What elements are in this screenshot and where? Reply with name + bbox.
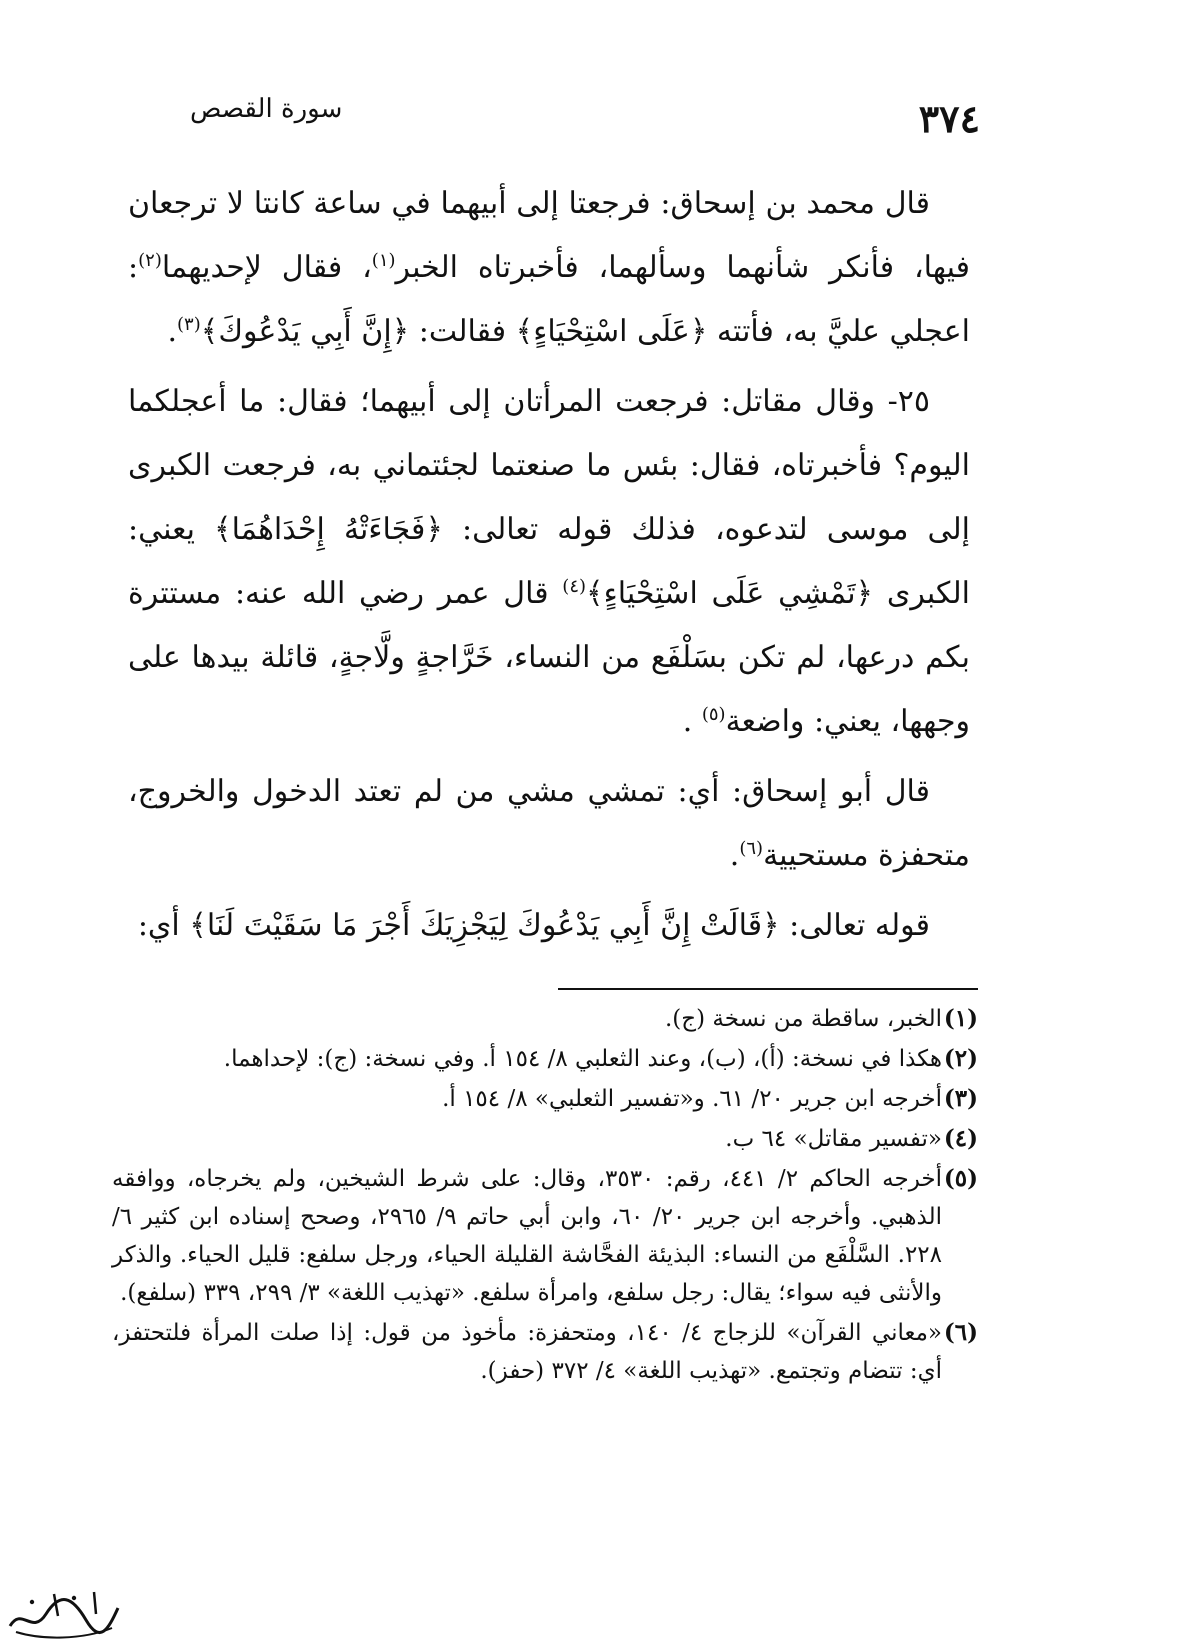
text-run: : اعجلي عليَّ به، فأتته ﴿عَلَى اسْتِحْيَاءٍ﴾ فقالت: ﴿إِنَّ أَبِي يَدْعُوكَ﴾ xyxy=(128,250,970,349)
text-run: . xyxy=(167,314,177,349)
footnote-ref: (٣) xyxy=(177,314,201,335)
library-logo-icon xyxy=(2,1586,124,1646)
text-run: قال عمر رضي الله عنه: مستترة بكم درعها، لم تكن بسَلْفَع من النساء، خَرَّاجةٍ ولَّاجةٍ، قائلة بيدها على وجهها، يعني: واضعة xyxy=(128,576,970,739)
footnote-text: «معاني القرآن» للزجاج ٤/ ١٤٠، ومتحفزة: مأخوذ من قول: إذا صلت المرأة فلتحتفز، أي: تتضام وتجتمع. «تهذيب اللغة» ٤/ ٣٧٢ (حفز). xyxy=(112,1320,943,1384)
text-run: . xyxy=(729,838,740,873)
footnote-text: هكذا في نسخة: (أ)، (ب)، وعند الثعلبي ٨/ ١٥٤ أ. وفي نسخة: (ج): لإحداهما. xyxy=(223,1046,942,1072)
footnote-number: (٢) xyxy=(943,1045,978,1072)
footnote-ref: (٦) xyxy=(739,838,764,859)
footnote-number: (٣) xyxy=(943,1085,978,1112)
footnote-item xyxy=(112,1120,978,1158)
footnote-item xyxy=(112,1040,978,1078)
footnote-item xyxy=(112,1080,978,1118)
main-body xyxy=(128,172,970,964)
text-run: قال محمد بن إسحاق: فرجعتا إلى أبيهما في ساعة كانتا لا ترجعان فيها، فأنكر شأنهما وسألهما، فأخبرتاه الخبر xyxy=(128,186,970,285)
text-run: قال أبو إسحاق: أي: تمشي مشي من لم تعتد الدخول والخروج، متحفزة مستحيية xyxy=(128,774,970,873)
running-title: سورة القصص xyxy=(190,94,343,124)
footnote-item xyxy=(112,1000,978,1038)
footnote-number: (١) xyxy=(943,1005,978,1032)
footnote-item xyxy=(112,1314,978,1390)
paragraph-4 xyxy=(128,894,970,958)
text-run: ٢٥- وقال مقاتل: فرجعت المرأتان إلى أبيهما؛ فقال: ما أعجلكما اليوم؟ فأخبرتاه، فقال: بئس ما صنعتما لجئتماني به، فرجعت الكبرى إلى موسى لتدعوه، فذلك قوله تعالى: ﴿فَجَاءَتْهُ إِحْدَاهُمَا﴾ يعني: الكبرى ﴿تَمْشِي عَلَى اسْتِحْيَاءٍ﴾ xyxy=(128,384,970,611)
footnote-item xyxy=(112,1160,978,1312)
footnote-text: الخبر، ساقطة من نسخة (ج). xyxy=(664,1006,942,1032)
page-number: ٣٧٤ xyxy=(918,96,980,141)
footnote-number: (٤) xyxy=(943,1125,978,1152)
paragraph-3 xyxy=(128,760,970,888)
text-run: ، فقال لإحديهما xyxy=(161,250,372,285)
footnotes xyxy=(112,1000,978,1392)
footnote-ref: (٤) xyxy=(562,576,587,597)
footnote-number: (٦) xyxy=(943,1319,978,1346)
text-run: قوله تعالى: ﴿قَالَتْ إِنَّ أَبِي يَدْعُوكَ لِيَجْزِيَكَ أَجْرَ مَا سَقَيْتَ لَنَا﴾ أي: xyxy=(137,908,930,943)
footnote-divider xyxy=(558,988,978,990)
footnote-text: أخرجه ابن جرير ٢٠/ ٦١. و«تفسير الثعلبي» ٨/ ١٥٤ أ. xyxy=(442,1086,942,1112)
footnote-number: (٥) xyxy=(943,1165,978,1192)
paragraph-2 xyxy=(128,370,970,754)
footnote-ref: (٥) xyxy=(701,704,726,725)
footnote-text: «تفسير مقاتل» ٦٤ ب. xyxy=(725,1126,942,1152)
text-run: . xyxy=(682,704,702,739)
page-header xyxy=(190,88,980,148)
footnote-text: أخرجه الحاكم ٢/ ٤٤١، رقم: ٣٥٣٠، وقال: على شرط الشيخين، ولم يخرجاه، ووافقه الذهبي. وأخرجه ابن جرير ٢٠/ ٦٠، وابن أبي حاتم ٩/ ٢٩٦٥، وصحح إسناده ابن كثير ٦/ ٢٢٨. السَّلْفَع من النساء: البذيئة الفحَّاشة القليلة الحياء، ورجل سلفع: قليل الحياء. والذكر والأنثى فيه سواء؛ يقال: رجل سلفع، وامرأة سلفع. «تهذيب اللغة» ٣/ ٢٩٩، ٣٣٩ (سلفع). xyxy=(112,1166,942,1306)
footnote-ref: (١) xyxy=(371,250,396,271)
paragraph-1 xyxy=(128,172,970,364)
footnote-ref: (٢) xyxy=(138,250,162,271)
